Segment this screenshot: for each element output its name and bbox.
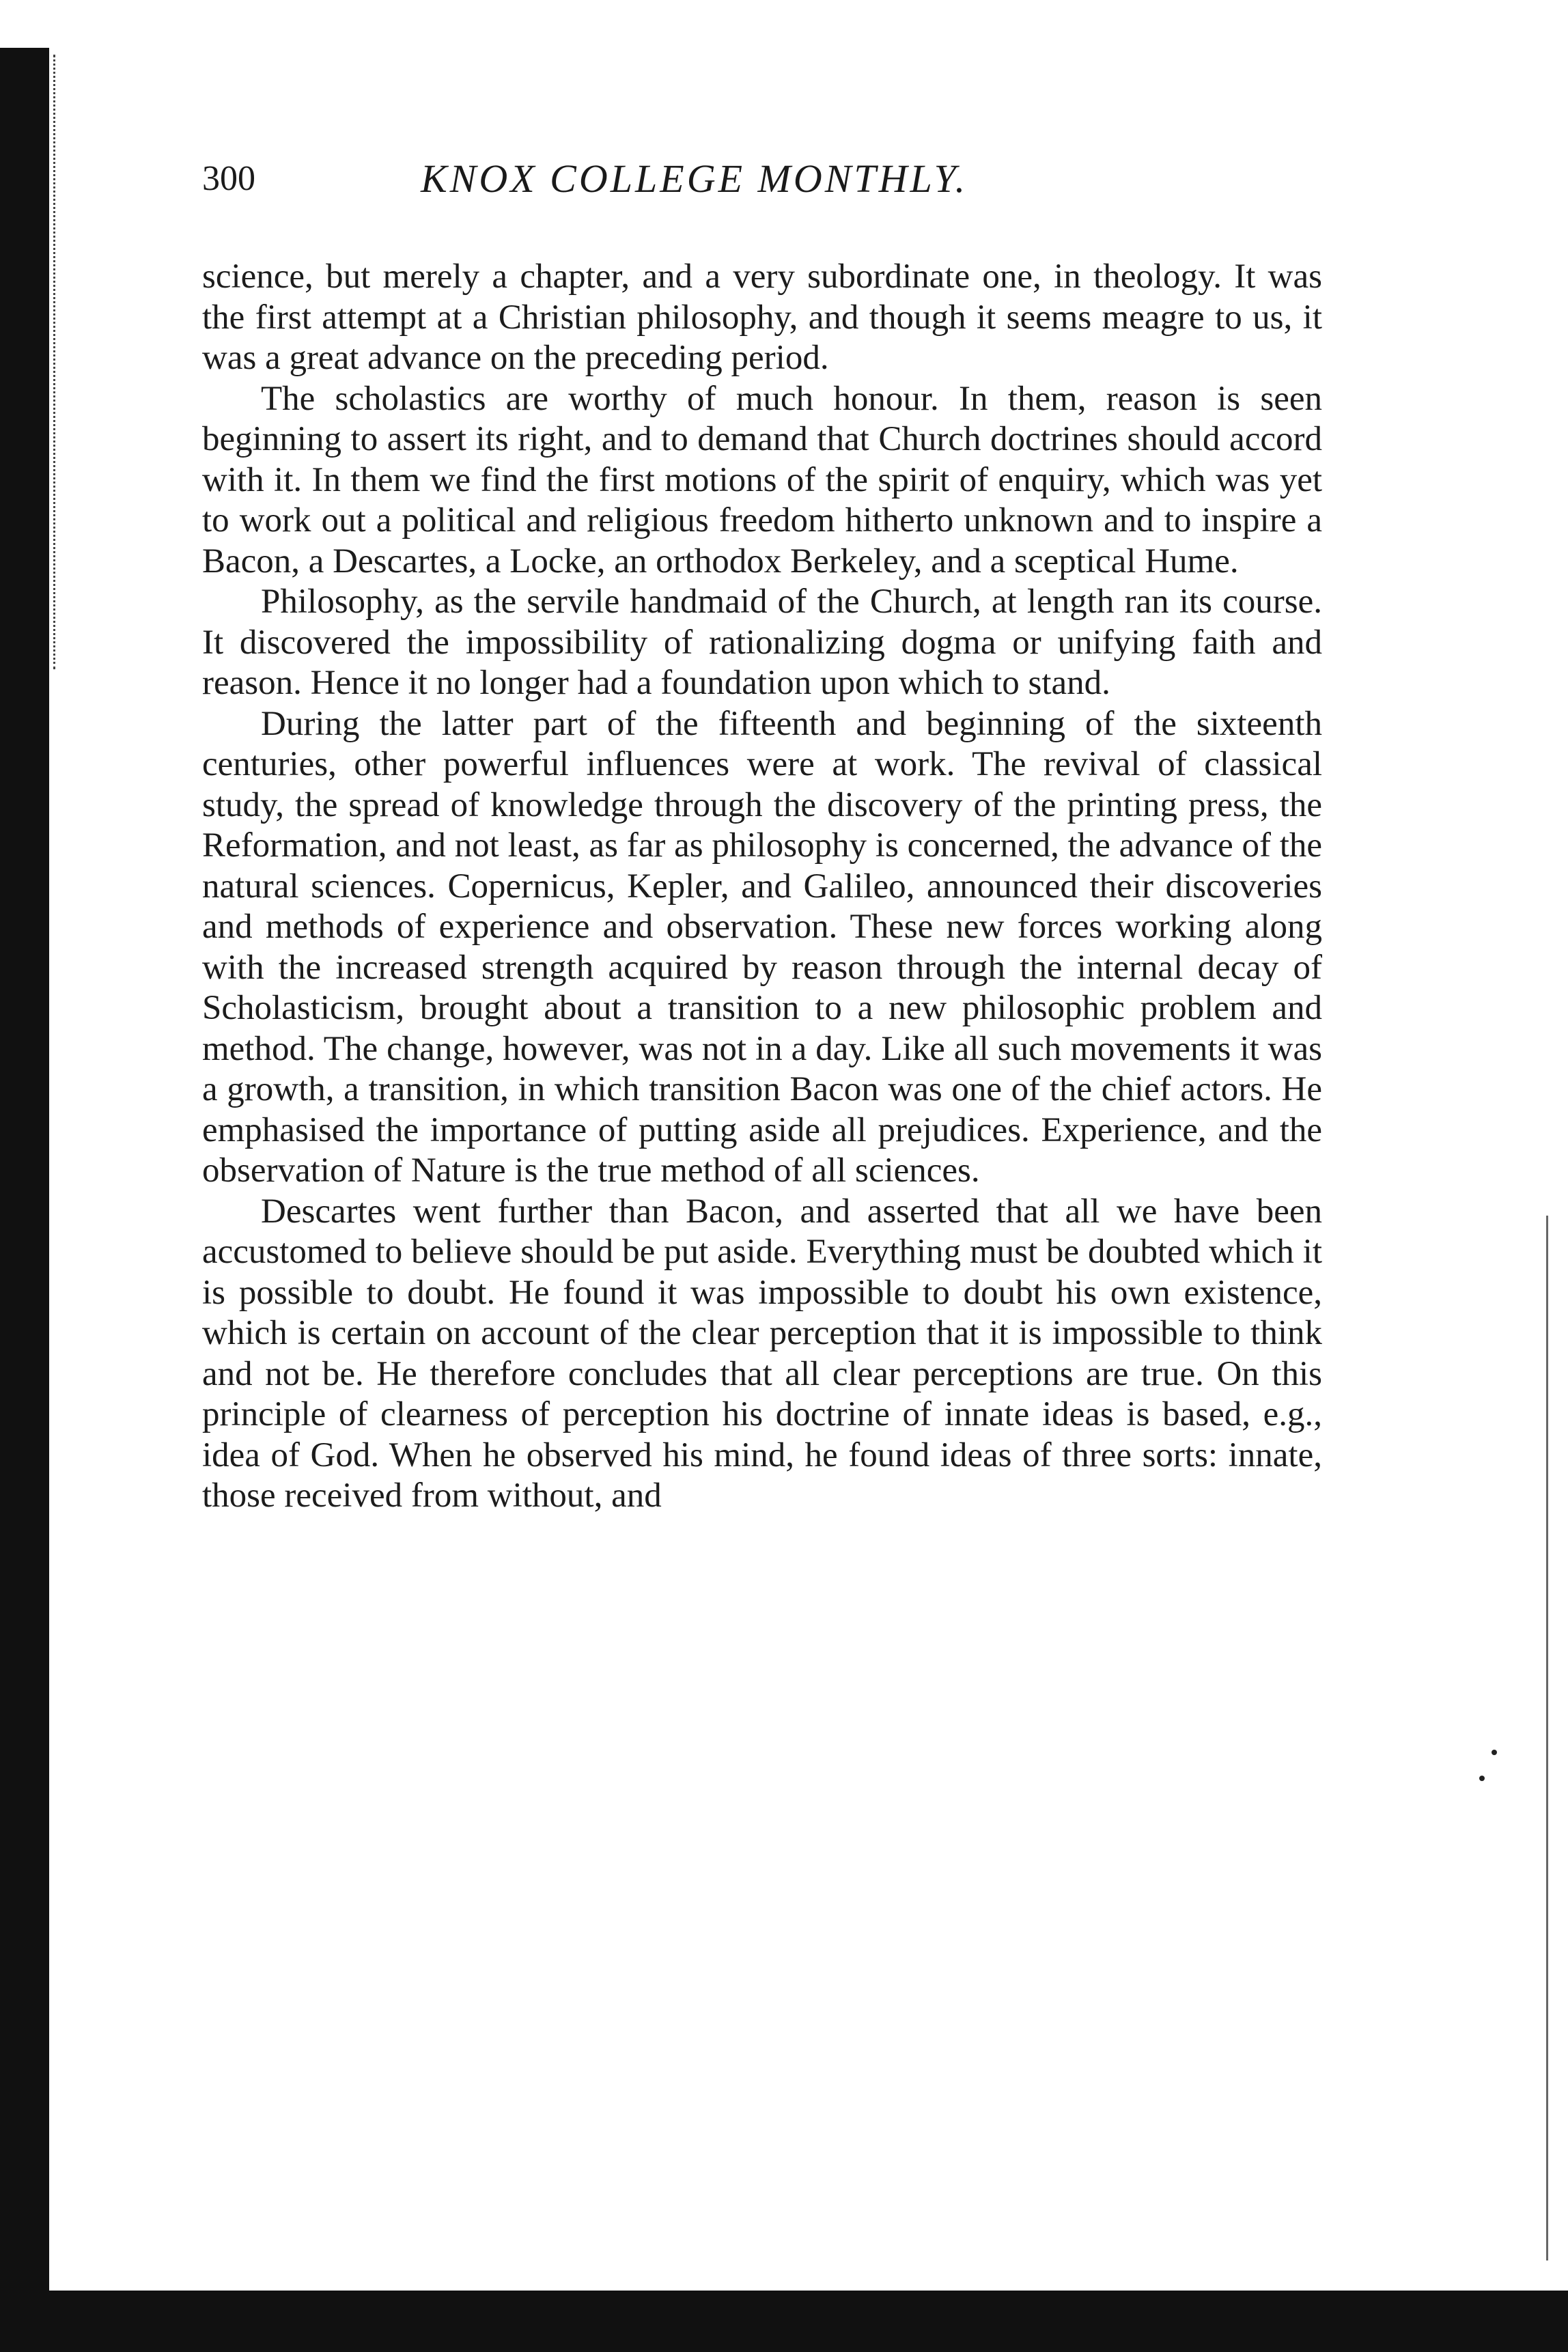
running-title: KNOX COLLEGE MONTHLY. (421, 156, 968, 201)
paragraph-renaissance: During the latter part of the fifteenth and beginning of the sixteenth centuries, other powerful influences were at work. The revival of classical study, the spread of knowledge through the discovery of the printing press, the Reformation, and not least, as far as philosophy is concerned, the advance of the natural sciences. Copernicus, Kepler, and Galileo, announced their discoveries and methods of experience and observation. These new forces working along with the increased strength acquired by reason through the internal decay of Scholasticism, brought about a transition to a new philosophic problem and method. The change, however, was not in a day. Like all such movements it was a growth, a transition, in which transition Bacon was one of the chief actors. He emphasised the importance of putting aside all prejudices. Experience, and the observation of Nature is the true method of all sciences. (202, 704, 1322, 1190)
paragraph-scholastics: The scholastics are worthy of much honour. In them, reason is seen beginning to assert its right, and to demand that Church doctrines should accord with it. In them we find the first motions of the spirit of enquiry, which was yet to work out a political and religious freedom hitherto unknown and to inspire a Bacon, a Descartes, a Locke, an orthodox Berkeley, and a sceptical Hume. (202, 379, 1322, 580)
paragraph-descartes: Descartes went further than Bacon, and asserted that all we have been accustomed to believe should be put aside. Everything must be doubted which it is possible to doubt. He found it was impossible to doubt his own existence, which is certain on account of the clear perception that it is impossible to think and not be. He therefore concludes that all clear perceptions are true. On this principle of clearness of perception his doctrine of innate ideas is based, e.g., idea of God. When he observed his mind, he found ideas of three sorts: innate, those received from without, and (202, 1192, 1322, 1515)
scan-left-border (0, 48, 49, 2352)
page-header (202, 152, 1322, 206)
scan-speck (1479, 1776, 1485, 1781)
scan-right-edge (1546, 1216, 1548, 2260)
paragraph-philosophy: Philosophy, as the servile handmaid of the Church, at length ran its course. It discovered the impossibility of rationalizing dogma or unifying faith and reason. Hence it no longer had a foundation upon which to stand. (202, 583, 1322, 702)
scan-edge-marks (53, 55, 59, 669)
scan-bottom-border (0, 2291, 1568, 2352)
paragraph-continued: science, but merely a chapter, and a very subordinate one, in theology. It was the first attempt at a Christian philosophy, and though it seems meagre to us, it was a great advance on the preceding period. (202, 257, 1322, 377)
scan-speck (1492, 1750, 1497, 1755)
body-text (202, 257, 1322, 1517)
page-number: 300 (202, 159, 255, 198)
